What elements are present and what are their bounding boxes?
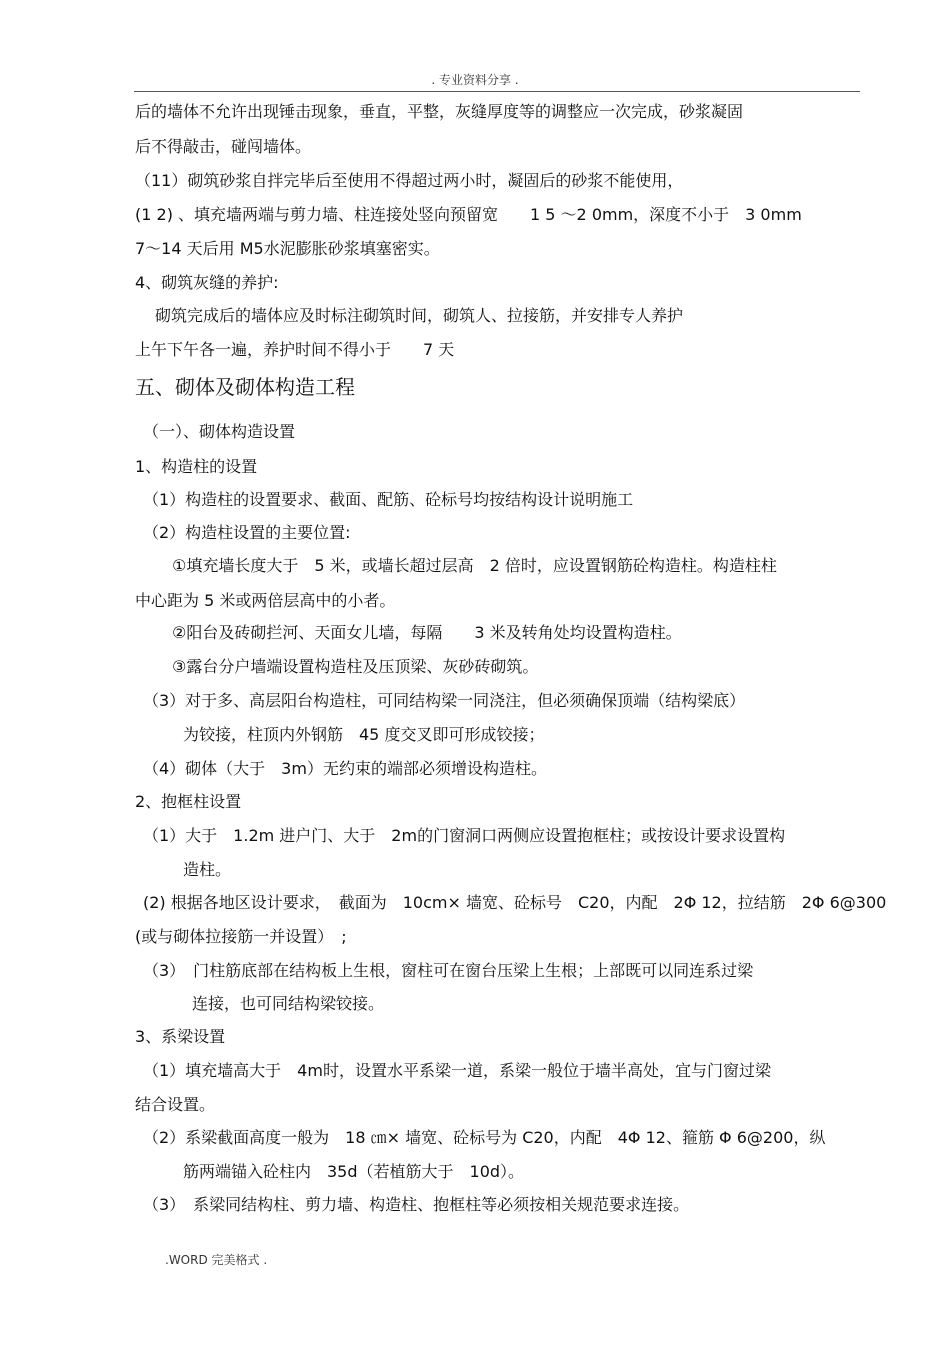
text-line: 2、抱框柱设置 xyxy=(135,792,242,811)
text-line: (1 2) 、填充墙两端与剪力墙、柱连接处竖向预留宽 1 5 ～2 0mm，深度不小于 3 0mm xyxy=(135,205,802,224)
text-line: （11）砌筑砂浆自拌完毕后至使用不得超过两小时，凝固后的砂浆不能使用， xyxy=(135,171,684,190)
page-header: . 专业资料分享 . xyxy=(431,73,519,87)
text-line: （1）构造柱的设置要求、截面、配筋、砼标号均按结构设计说明施工 xyxy=(143,490,634,509)
text-line: 后的墙体不允许出现锤击现象，垂直，平整，灰缝厚度等的调整应一次完成，砂浆凝固 xyxy=(135,102,744,121)
text-line: 连接，也可同结构梁铰接。 xyxy=(192,994,385,1013)
text-line: （1）大于 1.2m 进户门、大于 2m的门窗洞口两侧应设置抱框柱；或按设计要求设置构 xyxy=(143,826,786,845)
text-line: 1、构造柱的设置 xyxy=(135,457,258,476)
text-line: ②阳台及砖砌拦河、天面女儿墙，每隔 3 米及转角处均设置构造柱。 xyxy=(172,623,682,642)
text-line: （3） 门柱筋底部在结构板上生根，窗柱可在窗台压梁上生根；上部既可以同连系过梁 xyxy=(143,961,754,980)
section-heading: 五、砌体及砌体构造工程 xyxy=(135,375,355,399)
text-line: （1）填充墙高大于 4m时，设置水平系梁一道，系梁一般位于墙半高处，宜与门窗过梁 xyxy=(143,1061,771,1080)
text-line: 4、砌筑灰缝的养护: xyxy=(135,273,279,292)
text-line: ①填充墙长度大于 5 米，或墙长超过层高 2 倍时，应设置钢筋砼构造柱。构造柱柱 xyxy=(172,556,777,575)
text-line: 7～14 天后用 M5水泥膨胀砂浆填塞密实。 xyxy=(135,239,440,258)
text-line: 筋两端锚入砼柱内 35d（若植筋大于 10d）。 xyxy=(183,1162,525,1181)
text-line: （一）、砌体构造设置 xyxy=(143,422,296,441)
text-line: 造柱。 xyxy=(183,860,232,879)
text-line: 结合设置。 xyxy=(135,1095,216,1114)
text-line: 后不得敲击，碰闯墙体。 xyxy=(135,137,312,156)
text-line: 3、系梁设置 xyxy=(135,1027,226,1046)
header-rule xyxy=(134,91,860,92)
text-line: 上午下午各一遍，养护时间不得小于 7 天 xyxy=(135,340,455,359)
text-line: (或与砌体拉接筋一并设置） ; xyxy=(135,927,347,946)
text-line: （3）对于多、高层阳台构造柱，可同结构梁一同浇注，但必须确保顶端（结构梁底） xyxy=(143,691,746,710)
text-line: 砌筑完成后的墙体应及时标注砌筑时间，砌筑人、拉接筋，并安排专人养护 xyxy=(155,306,684,325)
page-footer: .WORD 完美格式 . xyxy=(165,1253,268,1267)
text-line: （3） 系梁同结构柱、剪力墙、构造柱、抱框柱等必须按相关规范要求连接。 xyxy=(143,1195,690,1214)
text-line: （2）系梁截面高度一般为 18 ㎝× 墙宽、砼标号为 C20，内配 4Φ 12、箍筋 Φ 6@200，纵 xyxy=(143,1128,826,1147)
text-line: 为铰接，柱顶内外钢筋 45 度交叉即可形成铰接； xyxy=(183,725,545,744)
text-line: (2) 根据各地区设计要求， 截面为 10cm× 墙宽、砼标号 C20，内配 2Φ 12，拉结筋 2Φ 6@300 xyxy=(143,893,887,912)
text-line: ③露台分户墙端设置构造柱及压顶梁、灰砂砖砌筑。 xyxy=(172,657,539,676)
text-line: 中心距为 5 米或两倍层高中的小者。 xyxy=(135,591,396,610)
text-line: （4）砌体（大于 3m）无约束的端部必须增设构造柱。 xyxy=(143,759,547,778)
text-line: （2）构造柱设置的主要位置: xyxy=(143,523,351,542)
